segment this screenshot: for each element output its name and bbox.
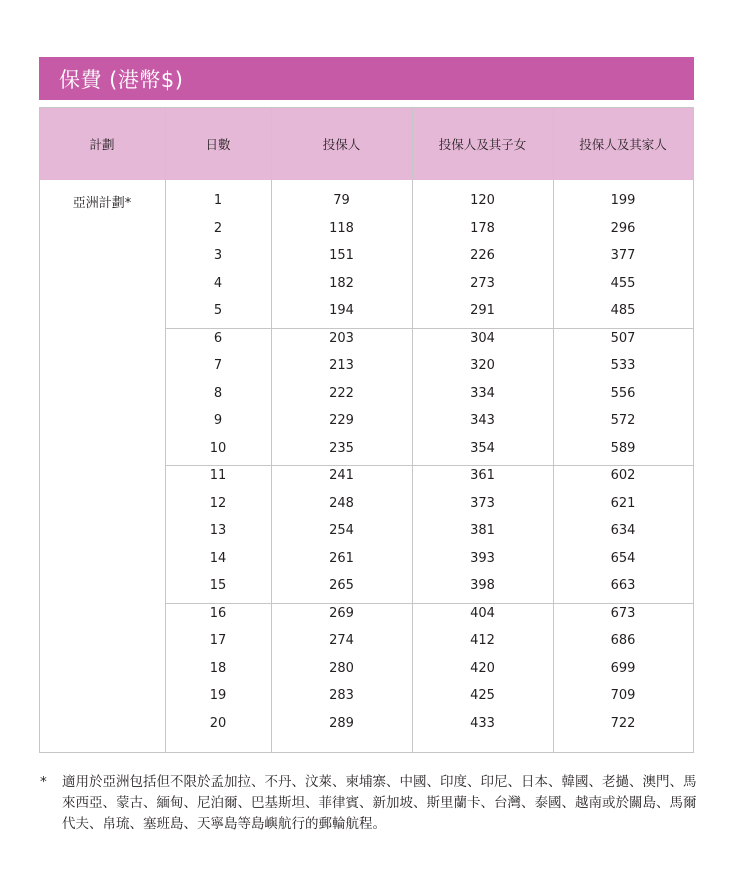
with-family-cell: 485	[610, 303, 636, 318]
insured-cell: 265	[329, 578, 354, 593]
with-children-cell: 304	[470, 330, 495, 346]
days-cell: 2	[213, 220, 223, 236]
with-family-cell: 377	[610, 248, 636, 263]
plan-name: 亞洲計劃*	[72, 196, 132, 211]
days-cell: 5	[213, 303, 223, 318]
days-cell: 15	[209, 578, 227, 593]
with-children-cell: 120	[470, 193, 495, 208]
with-family-cell: 634	[610, 523, 636, 538]
days-cell: 20	[209, 715, 227, 731]
with-family-cell: 663	[610, 578, 636, 593]
with-children-cell: 420	[470, 660, 495, 676]
insured-cell: 118	[329, 220, 354, 236]
table-border-bottom	[39, 752, 693, 753]
footnote-text: 適用於亞洲包括但不限於孟加拉、不丹、汶萊、柬埔寨、中國、印度、印尼、日本、韓國、老撾、澳門、馬來西亞、蒙古、緬甸、尼泊爾、巴基斯坦、菲律賓、新加坡、斯里蘭卡、台灣、泰國、越南或於關島、馬爾代夫、帛琉、塞班島、天寧島等島嶼航行的郵輪航程。	[62, 774, 697, 832]
with-family-cell: 199	[610, 193, 636, 208]
days-cell: 4	[213, 275, 223, 291]
with-family-cell: 709	[610, 688, 636, 703]
with-children-cell: 178	[470, 220, 495, 236]
with-family-cell: 686	[610, 633, 636, 648]
header-with-family: 投保人及其家人	[579, 136, 667, 152]
insured-cell: 222	[329, 385, 354, 401]
insured-cell: 289	[329, 715, 354, 731]
insured-cell: 261	[329, 550, 354, 566]
with-children-cell: 226	[470, 248, 495, 263]
header-insured: 投保人	[322, 136, 361, 152]
insured-cell: 79	[333, 193, 350, 208]
days-cell: 6	[213, 330, 223, 346]
days-cell: 8	[213, 385, 223, 401]
insured-cell: 269	[329, 605, 354, 621]
insured-cell: 235	[329, 440, 354, 456]
with-children-cell: 404	[470, 605, 495, 621]
with-children-cell: 343	[470, 413, 495, 428]
days-cell: 14	[209, 550, 227, 566]
table-header	[39, 107, 693, 180]
group-divider	[165, 465, 693, 466]
days-cell: 1	[213, 193, 223, 208]
days-cell: 9	[213, 413, 223, 428]
days-cell: 18	[209, 660, 227, 676]
with-children-cell: 320	[470, 358, 495, 373]
days-cell: 13	[209, 523, 227, 538]
insured-cell: 213	[329, 358, 354, 373]
with-family-cell: 507	[610, 330, 636, 346]
insured-cell: 280	[329, 660, 354, 676]
with-children-cell: 433	[470, 715, 495, 731]
with-children-cell: 354	[470, 440, 495, 456]
insured-cell: 254	[329, 523, 354, 538]
insured-cell: 203	[329, 330, 354, 346]
with-children-cell: 334	[470, 385, 495, 401]
with-family-cell: 296	[610, 220, 636, 236]
group-divider	[165, 328, 693, 329]
with-children-cell: 393	[470, 550, 495, 566]
insured-cell: 182	[329, 275, 354, 291]
with-family-cell: 654	[610, 550, 636, 566]
with-children-cell: 273	[470, 275, 495, 291]
with-children-cell: 425	[470, 688, 495, 703]
insured-cell: 283	[329, 688, 354, 703]
insured-cell: 274	[329, 633, 354, 648]
days-cell: 11	[209, 468, 227, 483]
days-cell: 7	[213, 358, 223, 373]
with-family-cell: 722	[610, 715, 636, 731]
with-family-cell: 602	[610, 468, 636, 483]
days-cell: 12	[209, 495, 227, 511]
section-title: 保費 (港幣$)	[59, 67, 184, 92]
with-family-cell: 556	[610, 385, 636, 401]
with-children-cell: 291	[470, 303, 495, 318]
days-cell: 16	[209, 605, 227, 621]
with-family-cell: 699	[610, 660, 636, 676]
header-plan: 計劃	[89, 136, 115, 152]
table-border-top	[39, 107, 693, 108]
with-family-cell: 455	[610, 275, 636, 291]
days-cell: 19	[209, 688, 227, 703]
table-border-right	[693, 107, 694, 753]
group-divider	[165, 603, 693, 604]
header-days: 日數	[205, 136, 231, 152]
with-family-cell: 572	[610, 413, 636, 428]
with-family-cell: 533	[610, 358, 636, 373]
header-with-children: 投保人及其子女	[438, 136, 527, 152]
insured-cell: 194	[329, 303, 354, 318]
days-cell: 10	[209, 440, 227, 456]
footnote-marker: *	[40, 774, 47, 790]
with-children-cell: 398	[470, 578, 495, 593]
with-children-cell: 373	[470, 495, 495, 511]
with-children-cell: 361	[470, 468, 495, 483]
insured-cell: 248	[329, 495, 354, 511]
with-children-cell: 412	[470, 633, 495, 648]
footnote	[40, 772, 700, 835]
days-cell: 3	[213, 248, 223, 263]
with-family-cell: 621	[610, 495, 636, 511]
days-cell: 17	[209, 633, 227, 648]
insured-cell: 229	[329, 413, 354, 428]
section-banner	[39, 57, 694, 100]
with-children-cell: 381	[470, 523, 495, 538]
insured-cell: 151	[329, 248, 354, 263]
insured-cell: 241	[329, 468, 354, 483]
with-family-cell: 589	[610, 440, 636, 456]
with-family-cell: 673	[610, 605, 636, 621]
